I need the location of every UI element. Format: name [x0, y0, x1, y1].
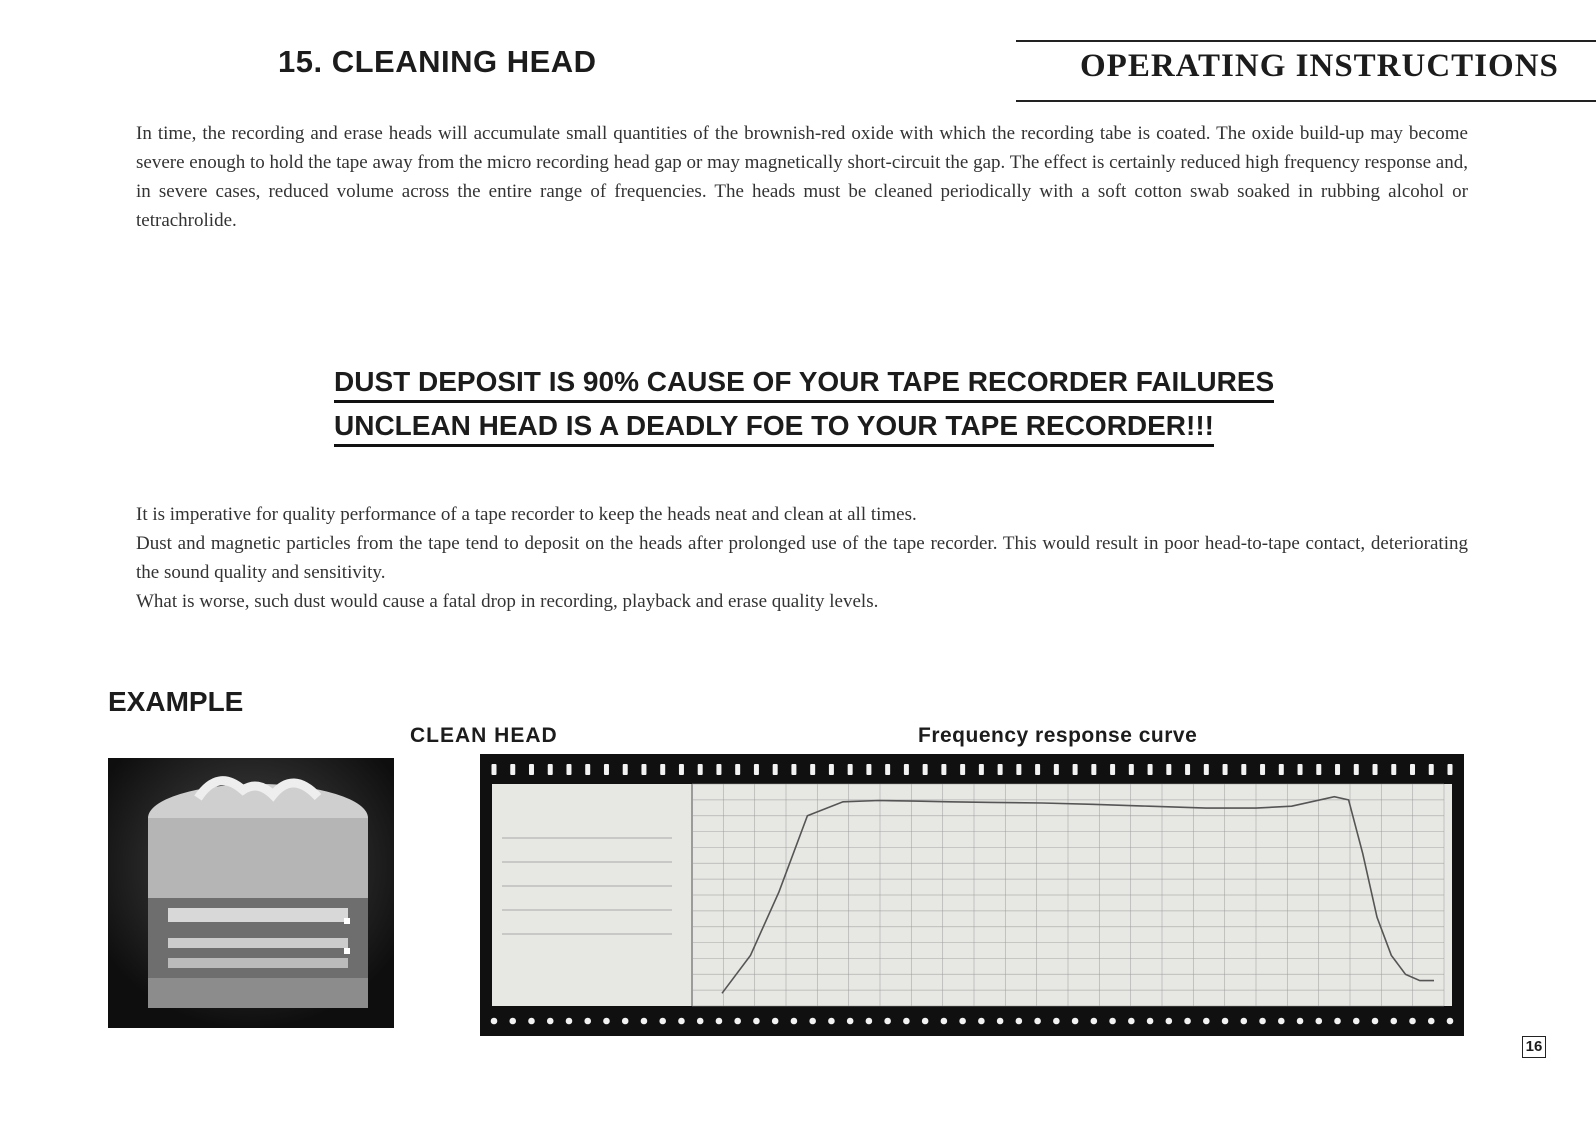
sprocket-hole — [847, 1018, 854, 1025]
sprocket-hole — [1054, 764, 1059, 775]
sprocket-hole — [734, 1018, 741, 1025]
sprocket-hole — [697, 1018, 704, 1025]
sprocket-hole — [791, 764, 796, 775]
warning-line-2: UNCLEAN HEAD IS A DEADLY FOE TO YOUR TAPE RECORDER!!! — [334, 410, 1214, 447]
sprocket-hole — [679, 764, 684, 775]
sprocket-hole — [1297, 1018, 1304, 1025]
sprocket-hole — [885, 764, 890, 775]
body-line: What is worse, such dust would cause a fatal drop in recording, playback and erase quality levels. — [136, 591, 879, 612]
sprocket-hole — [659, 1018, 666, 1025]
sprocket-hole — [1448, 764, 1453, 775]
sprocket-hole — [509, 1018, 516, 1025]
sprocket-hole — [941, 1018, 948, 1025]
sprocket-hole — [678, 1018, 685, 1025]
sprocket-hole — [1035, 764, 1040, 775]
sprocket-hole — [1016, 1018, 1023, 1025]
sprocket-hole — [1109, 1018, 1116, 1025]
sprocket-hole — [716, 1018, 723, 1025]
sprocket-hole — [978, 1018, 985, 1025]
chart-caption: Frequency response curve — [918, 724, 1198, 747]
sprocket-hole — [884, 1018, 891, 1025]
sprocket-hole — [866, 1018, 873, 1025]
sprocket-hole — [492, 764, 497, 775]
header-title: OPERATING INSTRUCTIONS — [1080, 48, 1559, 84]
sprocket-hole — [1128, 1018, 1135, 1025]
sprocket-hole — [828, 1018, 835, 1025]
sprocket-hole — [1073, 764, 1078, 775]
sprocket-hole — [903, 1018, 910, 1025]
sprocket-hole — [1110, 764, 1115, 775]
sprocket-hole — [1354, 764, 1359, 775]
sprocket-hole — [1166, 1018, 1173, 1025]
section-title: 15. CLEANING HEAD — [278, 44, 597, 79]
sprocket-hole — [698, 764, 703, 775]
page-number: 16 — [1522, 1036, 1546, 1058]
sprocket-hole — [660, 764, 665, 775]
header-bar — [1016, 40, 1596, 102]
sprocket-hole — [641, 764, 646, 775]
sprocket-hole — [791, 1018, 798, 1025]
sprocket-hole — [1185, 764, 1190, 775]
sprocket-hole — [510, 764, 515, 775]
sprocket-hole — [979, 764, 984, 775]
sprocket-hole — [566, 1018, 573, 1025]
sprocket-hole — [1373, 764, 1378, 775]
sprocket-hole — [1372, 1018, 1379, 1025]
sprocket-hole — [753, 1018, 760, 1025]
sprocket-hole — [1148, 764, 1153, 775]
sprocket-hole — [1222, 1018, 1229, 1025]
sprocket-hole — [810, 764, 815, 775]
sprocket-hole — [622, 1018, 629, 1025]
sprocket-hole — [1278, 1018, 1285, 1025]
sprocket-hole — [1241, 764, 1246, 775]
sprocket-hole — [1410, 764, 1415, 775]
sprocket-hole — [922, 1018, 929, 1025]
sprocket-hole — [566, 764, 571, 775]
sprocket-hole — [528, 1018, 535, 1025]
sprocket-hole — [773, 764, 778, 775]
sprocket-hole — [584, 1018, 591, 1025]
sprocket-hole — [735, 764, 740, 775]
sprocket-hole — [941, 764, 946, 775]
sprocket-hole — [1204, 764, 1209, 775]
frequency-chart — [480, 754, 1464, 1036]
sprocket-hole — [1353, 1018, 1360, 1025]
sprocket-hole — [529, 764, 534, 775]
sprocket-hole — [1260, 764, 1265, 775]
sprocket-hole — [548, 764, 553, 775]
sprocket-hole — [1129, 764, 1134, 775]
sprocket-hole — [1091, 1018, 1098, 1025]
sprocket-hole — [829, 764, 834, 775]
sprocket-hole — [1279, 764, 1284, 775]
sprocket-hole — [641, 1018, 648, 1025]
sprocket-hole — [1223, 764, 1228, 775]
sprocket-hole — [1072, 1018, 1079, 1025]
photo-caption: CLEAN HEAD — [410, 724, 558, 747]
sprocket-hole — [491, 1018, 498, 1025]
sprocket-hole — [603, 1018, 610, 1025]
body-paragraph — [136, 500, 1468, 616]
sprocket-hole — [923, 764, 928, 775]
example-label: EXAMPLE — [108, 686, 244, 717]
sprocket-hole — [1335, 764, 1340, 775]
sprocket-hole — [1166, 764, 1171, 775]
sprocket-hole — [1053, 1018, 1060, 1025]
warning-line-1: DUST DEPOSIT IS 90% CAUSE OF YOUR TAPE RECORDER FAILURES — [334, 366, 1274, 403]
sprocket-hole — [585, 764, 590, 775]
sprocket-hole — [1447, 1018, 1454, 1025]
sprocket-hole — [716, 764, 721, 775]
sprocket-hole — [959, 1018, 966, 1025]
sprocket-hole — [1429, 764, 1434, 775]
sprocket-hole — [1016, 764, 1021, 775]
body-line: Dust and magnetic particles from the tape tend to deposit on the heads after prolonged use of the tape recorder. This would result in poor head-to-tape contact, deteriorating the sound quality and sensitivity. — [136, 533, 1468, 583]
sprocket-hole — [809, 1018, 816, 1025]
sprocket-hole — [1298, 764, 1303, 775]
sprocket-hole — [1147, 1018, 1154, 1025]
sprocket-hole — [1428, 1018, 1435, 1025]
sprocket-hole — [604, 764, 609, 775]
sprocket-hole — [998, 764, 1003, 775]
sprocket-hole — [1241, 1018, 1248, 1025]
sprocket-hole — [547, 1018, 554, 1025]
sprocket-hole — [1334, 1018, 1341, 1025]
sprocket-hole — [1409, 1018, 1416, 1025]
sprocket-hole — [1091, 764, 1096, 775]
sprocket-hole — [997, 1018, 1004, 1025]
sprocket-hole — [866, 764, 871, 775]
sprocket-hole — [1315, 1018, 1322, 1025]
sprocket-hole — [848, 764, 853, 775]
intro-paragraph: In time, the recording and erase heads will accumulate small quantities of the brownish-red oxide with which the recording tabe is coated. The oxide build-up may become severe enough to hold the tape away from the micro recording head gap or may magnetically short-circuit the gap. The effect is certainly reduced high frequency response and, in severe cases, reduced volume across the entire range of frequencies. The heads must be cleaned periodically with a soft cotton swab soaked in rubbing alcohol or tetrachrolide. — [136, 123, 1468, 231]
sprocket-hole — [1034, 1018, 1041, 1025]
sprocket-hole — [1316, 764, 1321, 775]
sprocket-hole — [1184, 1018, 1191, 1025]
clean-head-photo — [108, 758, 394, 1028]
sprocket-hole — [754, 764, 759, 775]
sprocket-hole — [1259, 1018, 1266, 1025]
sprocket-hole — [1203, 1018, 1210, 1025]
sprocket-hole — [904, 764, 909, 775]
sprocket-hole — [1390, 1018, 1397, 1025]
sprocket-hole — [960, 764, 965, 775]
sprocket-hole — [772, 1018, 779, 1025]
body-line: It is imperative for quality performance of a tape recorder to keep the heads neat and clean at all times. — [136, 504, 917, 525]
sprocket-hole — [1391, 764, 1396, 775]
sprocket-hole — [623, 764, 628, 775]
